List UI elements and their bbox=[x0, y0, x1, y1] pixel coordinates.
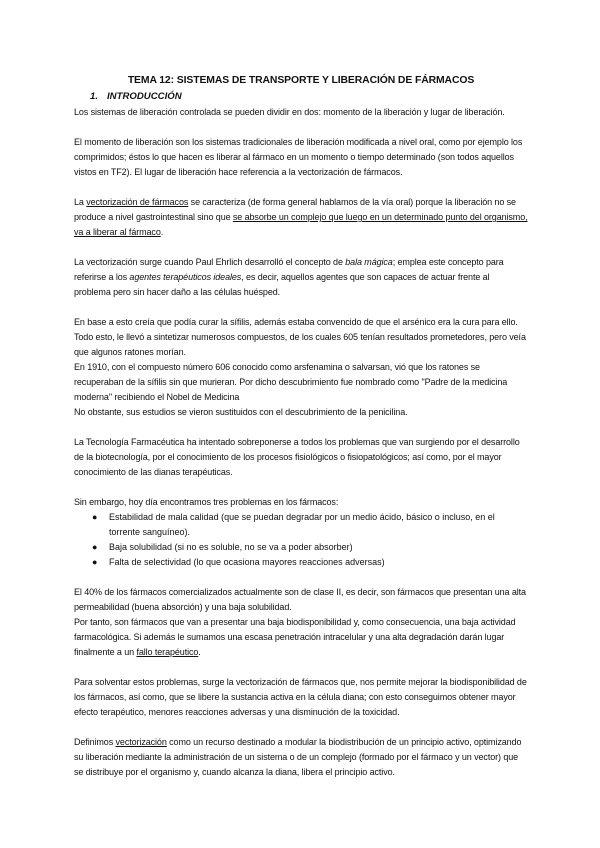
list-item-text: Falta de selectividad (lo que ocasiona mayores reacciones adversas) bbox=[109, 557, 385, 567]
text-run: La vectorización surge cuando Paul Ehrlich desarrolló el concepto de bbox=[74, 257, 346, 267]
section-number: 1. bbox=[90, 91, 99, 102]
problems-list bbox=[74, 510, 528, 570]
italic-term-agentes: agentes terapéuticos ideales bbox=[129, 272, 242, 282]
bullet-icon: ● bbox=[92, 512, 98, 522]
list-item bbox=[92, 540, 528, 555]
text-run: Definimos bbox=[74, 737, 116, 747]
underlined-term-vectorizacion: vectorización de fármacos bbox=[86, 197, 189, 207]
paragraph-solventar: Para solventar estos problemas, surge la vectorización de fármacos que, nos permite mejorar la biodisponibilidad de los fármacos, así como, que se libere la sustancia activa en la célula diana; con esto conseguimos obtener mayor efecto terapéutico, menores reacciones adversas y una disminución de la toxicidad. bbox=[74, 677, 527, 717]
paragraph-tecnologia-farmaceutica: La Tecnología Farmacéutica ha intentado sobreponerse a todos los problemas que van surgiendo por el desarrollo de la biotecnología, por el conocimiento de los procesos fisiológicos o fisiopatológicos; así como, por el mayor conocimiento de las dianas terapéuticas. bbox=[74, 437, 520, 477]
document-title: TEMA 12: SISTEMAS DE TRANSPORTE Y LIBERACIÓN DE FÁRMACOS bbox=[127, 75, 475, 86]
section-title: INTRODUCCIÓN bbox=[107, 91, 182, 102]
italic-term-bala-magica: bala mágica bbox=[345, 257, 393, 267]
text-run: La bbox=[74, 197, 87, 207]
list-item-text: Baja solubilidad (si no es soluble, no se va a poder absorber) bbox=[109, 542, 353, 552]
text-run: , es decir, aquellos agentes que son capaces de actuar frente al problema pero sin hacer daño a las células huésped. bbox=[74, 272, 490, 297]
underlined-term-fallo: fallo terapéutico bbox=[136, 647, 199, 657]
underlined-phrase-complejo: se absorbe un complejo que luego en un determinado punto del organismo, va a liberar al fármaco bbox=[74, 212, 528, 237]
paragraph-intro: Los sistemas de liberación controlada se pueden dividir en dos: momento de la liberación y lugar de liberación. bbox=[74, 107, 505, 117]
text-run: se caracteriza (de forma general hablamos de la vía oral) porque la liberación no se produce a nivel gastrointestinal sino que bbox=[74, 197, 516, 222]
text-run: . bbox=[198, 647, 201, 657]
paragraph-sifilis: En base a esto creía que podía curar la sífilis, además estaba convencido de que el arsénico era la cura para ello. Todo esto, le llevó a sintetizar numerosos compuestos, de los cuales 605 tenían resultados prometedores, pero veía que algunos ratones morían. bbox=[74, 317, 526, 357]
paragraph-fallo-terapeutico bbox=[74, 615, 528, 660]
paragraph-momento-liberacion: El momento de liberación son los sistemas tradicionales de liberación modificada a nivel oral, como por ejemplo los comprimidos; éstos lo que hacen es liberar al fármaco en un momento o tiempo determinado (son todos aquellos vistos en TF2). El lugar de liberación hace referencia a la vectorización de fármacos. bbox=[74, 137, 523, 177]
paragraph-vectorizacion-definicion bbox=[74, 195, 528, 240]
text-run: ; emplea este concepto para referirse a los bbox=[74, 257, 504, 282]
text-run: como un recurso destinado a modular la biodistribución de un principio activo, optimizando su liberación mediante la administración de un sistema o de un complejo (formado por el fármaco y un vector) que se distribuye por el organismo y, cuando alcanza la diana, libera el principio activo. bbox=[74, 737, 522, 777]
paragraph-salvarsan: En 1910, con el compuesto número 606 conocido como arsfenamina o salvarsan, vió que los ratones se recuperaban de la sífilis sin que murieran. Por dicho descubrimiento fue nombrado como "Padre de la medicina moderna" recibiendo el Nobel de Medicina bbox=[74, 362, 508, 402]
underlined-term-vectorizacion-def: vectorización bbox=[115, 737, 167, 747]
list-item bbox=[92, 555, 528, 570]
paragraph-ehrlich bbox=[74, 255, 528, 300]
text-run: Por tanto, son fármacos que van a presentar una baja biodisponibilidad y, como consecuencia, una baja actividad farmacológica. Si además le sumamos una escasa penetración intracelular y una alta degradación darán lugar finalmente a un bbox=[74, 617, 516, 657]
paragraph-definicion-vectorizacion bbox=[74, 735, 528, 780]
text-run: . bbox=[160, 227, 164, 237]
list-item bbox=[92, 510, 528, 540]
paragraph-clase-ii: El 40% de los fármacos comercializados actualmente son de clase II, es decir, son fármacos que presentan una alta permeabilidad (buena absorción) y una baja solubilidad. bbox=[74, 587, 526, 612]
paragraph-problemas: Sin embargo, hoy día encontramos tres problemas en los fármacos: bbox=[74, 497, 339, 507]
bullet-icon: ● bbox=[92, 557, 98, 567]
bullet-icon: ● bbox=[92, 542, 98, 552]
paragraph-penicilina: No obstante, sus estudios se vieron sustituidos con el descubrimiento de la penicilina. bbox=[74, 407, 408, 417]
section-heading bbox=[90, 91, 528, 103]
list-item-text: Estabilidad de mala calidad (que se puedan degradar por un medio ácido, básico o incluso, en el torrente sanguíneo). bbox=[109, 512, 495, 537]
